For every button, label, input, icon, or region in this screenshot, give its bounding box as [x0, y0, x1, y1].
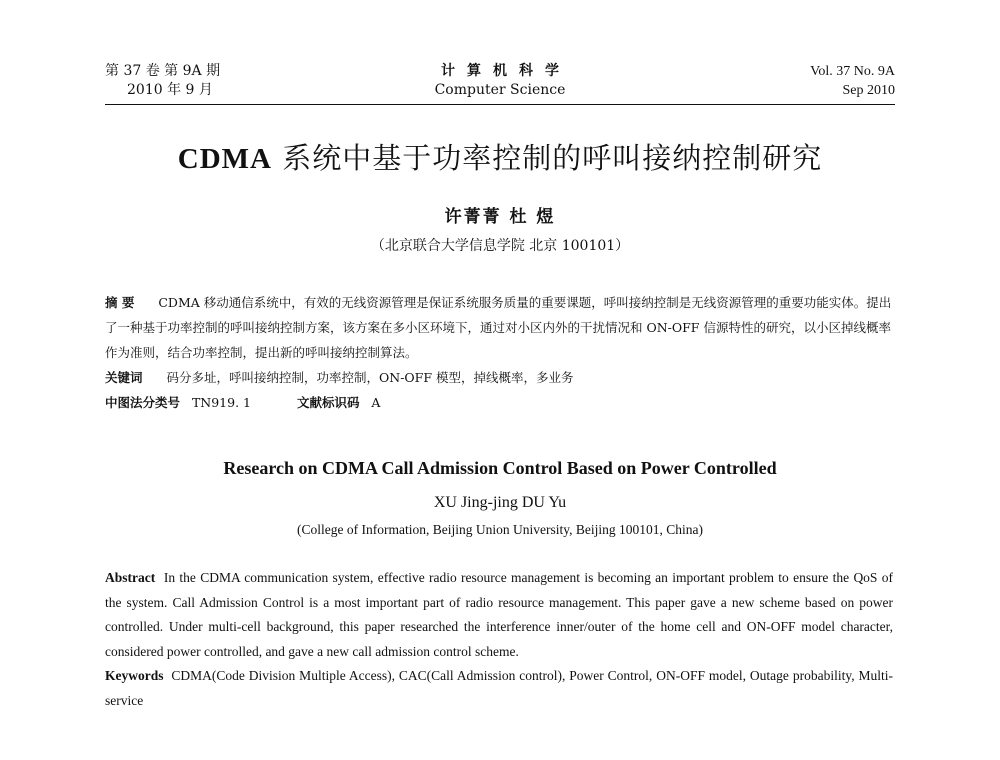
abstract-en-text: In the CDMA communication system, effective radio resource management is becoming an important problem to ensure the QoS of the system. Call Admission Control is a most important part of radio resource management. This paper gave a new scheme based on power controlled. Under multi-cell background, this paper researched the interference inner/outer of the home cell and ON-OFF model character, considered power controlled, and gave a new call admission control scheme. [105, 570, 893, 659]
clc-value: TN919. 1 [191, 395, 251, 410]
abstract-cn-text: CDMA 移动通信系统中，有效的无线资源管理是保证系统服务质量的重要课题，呼叫接纳控制是无线资源管理的重要功能实体。提出了一种基于功率控制的呼叫接纳控制方案，该方案在多小区环境下，通过对小区内外的干扰情况和 ON-OFF 信源特性的研究，以小区掉线概率作为准则，结合功率控制，提出新的呼叫接纳控制算法。 [105, 295, 892, 360]
paper-title-cn [0, 136, 1000, 177]
doc-code-label: 文献标识码 [296, 395, 360, 410]
paper-title-en: Research on CDMA Call Admission Control Based on Power Controlled [223, 458, 777, 478]
keywords-en [105, 664, 893, 713]
keywords-en-label: Keywords [105, 668, 164, 683]
publication-date-cn: 2010 年 9 月 [127, 82, 213, 98]
header-rule [105, 104, 895, 105]
keywords-cn-label: 关键词 [105, 370, 143, 385]
authors-cn: 许菁菁 杜 煜 [444, 207, 556, 227]
clc-label: 中图法分类号 [105, 395, 181, 410]
journal-name-cn: 计算机科学 [441, 63, 571, 79]
paper-title-cn-rest: 系统中基于功率控制的呼叫接纳控制研究 [271, 141, 823, 175]
abstract-cn [105, 290, 895, 365]
abstract-en [105, 566, 893, 664]
classification-line [105, 390, 895, 415]
abstract-en-block [105, 566, 893, 713]
keywords-en-text: CDMA(Code Division Multiple Access), CAC(Call Admission control), Power Control, ON-OFF model, Outage probability, Multi-service [105, 668, 893, 708]
journal-name [105, 62, 895, 100]
abstract-cn-block [105, 290, 895, 415]
abstract-en-label: Abstract [105, 570, 156, 585]
paper-title-cn-latin: CDMA [177, 143, 272, 175]
affiliation-en: (College of Information, Beijing Union University, Beijing 100101, China) [297, 522, 703, 537]
affiliation-cn: （北京联合大学信息学院 北京 100101） [370, 238, 630, 254]
keywords-cn-text: 码分多址，呼叫接纳控制，功率控制，ON-OFF 模型，掉线概率，多业务 [166, 370, 574, 385]
journal-name-en: Computer Science [434, 82, 566, 98]
doc-code-value: A [371, 395, 381, 410]
volume-issue-en: Vol. 37 No. 9A [810, 64, 895, 79]
volume-issue: 第 37 卷 第 9A 期 [105, 63, 221, 79]
authors-en: XU Jing-jing DU Yu [433, 494, 567, 511]
abstract-cn-label: 摘 要 [105, 295, 135, 310]
journal-volume-en [810, 62, 895, 100]
publication-date-en: Sep 2010 [842, 83, 895, 98]
keywords-cn [105, 365, 895, 390]
running-header [105, 62, 895, 106]
